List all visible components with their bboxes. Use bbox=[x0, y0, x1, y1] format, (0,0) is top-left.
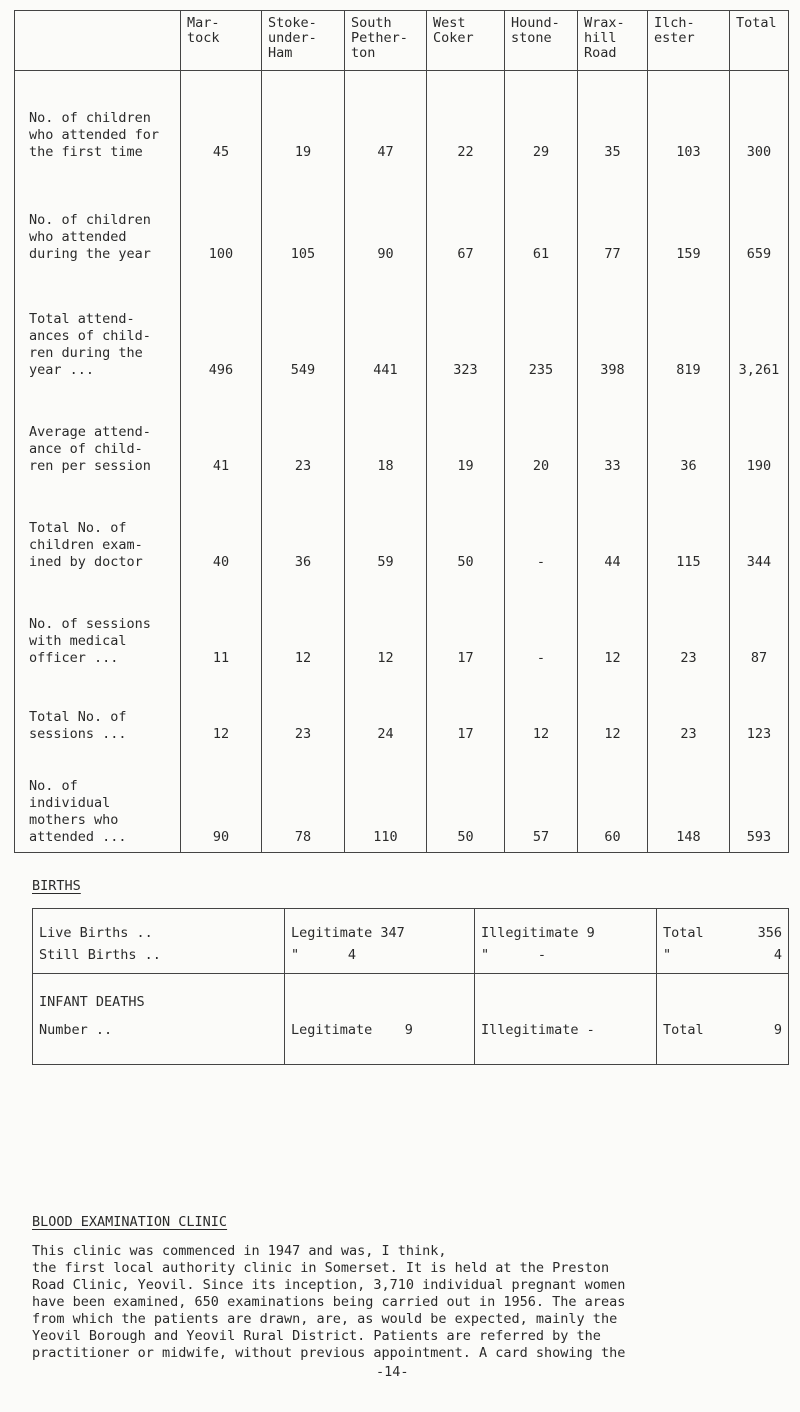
table-row bbox=[15, 577, 789, 673]
table-cell: - bbox=[505, 481, 578, 577]
row-label: No. of individual mothers who attended ... bbox=[15, 749, 181, 853]
table-cell: 17 bbox=[427, 673, 505, 749]
infant-deaths-legitimate: Legitimate 9 bbox=[285, 1022, 475, 1065]
table-cell: 344 bbox=[730, 481, 789, 577]
table-cell: 12 bbox=[505, 673, 578, 749]
table-cell: 35 bbox=[578, 71, 648, 167]
blood-clinic-paragraph: This clinic was commenced in 1947 and was, I think, the first local authority clinic in Somerset. It is held at the Preston Road Clinic, Yeovil. Since its inception, 3,710 individual pregnant women have been examined, 650 examinations being carried out in 1956. The areas from which the patients are drawn, are, as would be expected, mainly the Yeovil Borough and Yeovil Rural District. Patients are referred by the practitioner or midwife, without previous appointment. A card showing the bbox=[32, 1243, 626, 1361]
table-cell: 123 bbox=[730, 673, 789, 749]
table-cell: 23 bbox=[262, 385, 345, 481]
still-births-label: Still Births .. bbox=[33, 947, 285, 974]
table-cell: 36 bbox=[262, 481, 345, 577]
table-row bbox=[15, 673, 789, 749]
table-cell: 20 bbox=[505, 385, 578, 481]
table-cell: 24 bbox=[345, 673, 427, 749]
table-cell: 300 bbox=[730, 71, 789, 167]
table-cell: 29 bbox=[505, 71, 578, 167]
table-row bbox=[33, 1022, 789, 1065]
table-cell: 40 bbox=[181, 481, 262, 577]
table-cell: 19 bbox=[427, 385, 505, 481]
column-header: Mar- tock bbox=[181, 11, 262, 71]
column-header: Ilch- ester bbox=[648, 11, 730, 71]
table-cell: 50 bbox=[427, 481, 505, 577]
row-label: Total No. of children exam- ined by doctor bbox=[15, 481, 181, 577]
table-cell: 23 bbox=[648, 673, 730, 749]
table-cell: 61 bbox=[505, 167, 578, 269]
table-row bbox=[15, 71, 789, 167]
column-header: Hound- stone bbox=[505, 11, 578, 71]
infant-deaths-total-label: Total bbox=[663, 1022, 704, 1038]
infant-deaths-label: INFANT DEATHS bbox=[33, 974, 285, 1023]
table-cell: 159 bbox=[648, 167, 730, 269]
empty-cell bbox=[475, 974, 657, 1023]
still-births-legitimate: " 4 bbox=[285, 947, 475, 974]
live-births-total-cell bbox=[657, 909, 789, 948]
table-row bbox=[33, 909, 789, 948]
table-cell: 23 bbox=[262, 673, 345, 749]
still-births-total-label: " bbox=[663, 947, 672, 963]
table-cell: 57 bbox=[505, 749, 578, 853]
table-cell: 496 bbox=[181, 269, 262, 385]
table-row bbox=[15, 385, 789, 481]
table-row bbox=[15, 167, 789, 269]
table-cell: 22 bbox=[427, 71, 505, 167]
column-header: Wrax- hill Road bbox=[578, 11, 648, 71]
table-cell: 23 bbox=[648, 577, 730, 673]
table-cell: 47 bbox=[345, 71, 427, 167]
table-cell: 60 bbox=[578, 749, 648, 853]
table-cell: 235 bbox=[505, 269, 578, 385]
table-cell: 105 bbox=[262, 167, 345, 269]
births-table bbox=[32, 908, 789, 1065]
live-births-legitimate: Legitimate 347 bbox=[285, 909, 475, 948]
table-cell: 148 bbox=[648, 749, 730, 853]
table-cell: 549 bbox=[262, 269, 345, 385]
table-cell: 110 bbox=[345, 749, 427, 853]
table-cell: 190 bbox=[730, 385, 789, 481]
table-header-row bbox=[15, 11, 789, 71]
blood-clinic-heading: BLOOD EXAMINATION CLINIC bbox=[32, 1214, 228, 1230]
table-cell: 90 bbox=[345, 167, 427, 269]
clinic-attendance-table bbox=[14, 10, 789, 853]
table-cell: 50 bbox=[427, 749, 505, 853]
column-header bbox=[15, 11, 181, 71]
table-cell: 115 bbox=[648, 481, 730, 577]
live-births-total: 356 bbox=[757, 925, 782, 941]
table-cell: 87 bbox=[730, 577, 789, 673]
table-row bbox=[33, 947, 789, 974]
live-births-total-label: Total bbox=[663, 925, 704, 941]
table-cell: 12 bbox=[262, 577, 345, 673]
row-label: No. of children who attended during the year bbox=[15, 167, 181, 269]
table-row bbox=[15, 749, 789, 853]
row-label: No. of sessions with medical officer ... bbox=[15, 577, 181, 673]
table-cell: 659 bbox=[730, 167, 789, 269]
table-cell: 398 bbox=[578, 269, 648, 385]
table-cell: 78 bbox=[262, 749, 345, 853]
live-births-illegitimate: Illegitimate 9 bbox=[475, 909, 657, 948]
row-label: No. of children who attended for the first time bbox=[15, 71, 181, 167]
table-row bbox=[15, 481, 789, 577]
table-cell: 90 bbox=[181, 749, 262, 853]
table-cell: 12 bbox=[345, 577, 427, 673]
table-cell: 17 bbox=[427, 577, 505, 673]
infant-deaths-illegitimate: Illegitimate - bbox=[475, 1022, 657, 1065]
table-cell: 19 bbox=[262, 71, 345, 167]
infant-deaths-total-cell bbox=[657, 1022, 789, 1065]
table-cell: 18 bbox=[345, 385, 427, 481]
table-row bbox=[15, 269, 789, 385]
table-cell: 323 bbox=[427, 269, 505, 385]
table-cell: 67 bbox=[427, 167, 505, 269]
table-cell: 103 bbox=[648, 71, 730, 167]
table-cell: 11 bbox=[181, 577, 262, 673]
table-cell: - bbox=[505, 577, 578, 673]
table-cell: 33 bbox=[578, 385, 648, 481]
row-label: Total attend- ances of child- ren during the year ... bbox=[15, 269, 181, 385]
table-row bbox=[33, 974, 789, 1023]
table-cell: 36 bbox=[648, 385, 730, 481]
table-cell: 441 bbox=[345, 269, 427, 385]
column-header: Stoke- under- Ham bbox=[262, 11, 345, 71]
table-cell: 44 bbox=[578, 481, 648, 577]
column-header: South Pether- ton bbox=[345, 11, 427, 71]
table-cell: 12 bbox=[578, 673, 648, 749]
table-cell: 77 bbox=[578, 167, 648, 269]
still-births-total-cell bbox=[657, 947, 789, 974]
table-cell: 593 bbox=[730, 749, 789, 853]
empty-cell bbox=[285, 974, 475, 1023]
table-cell: 12 bbox=[578, 577, 648, 673]
column-header: West Coker bbox=[427, 11, 505, 71]
row-label: Average attend- ance of child- ren per session bbox=[15, 385, 181, 481]
table-cell: 59 bbox=[345, 481, 427, 577]
infant-deaths-number-label: Number .. bbox=[33, 1022, 285, 1065]
page-number: -14- bbox=[376, 1364, 409, 1380]
births-heading: BIRTHS bbox=[32, 878, 81, 894]
still-births-illegitimate: " - bbox=[475, 947, 657, 974]
column-header: Total bbox=[730, 11, 789, 71]
table-cell: 3,261 bbox=[730, 269, 789, 385]
table-cell: 100 bbox=[181, 167, 262, 269]
table-cell: 819 bbox=[648, 269, 730, 385]
table-cell: 12 bbox=[181, 673, 262, 749]
live-births-label: Live Births .. bbox=[33, 909, 285, 948]
row-label: Total No. of sessions ... bbox=[15, 673, 181, 749]
empty-cell bbox=[657, 974, 789, 1023]
table-cell: 45 bbox=[181, 71, 262, 167]
infant-deaths-total: 9 bbox=[773, 1022, 782, 1038]
table-cell: 41 bbox=[181, 385, 262, 481]
still-births-total: 4 bbox=[773, 947, 782, 963]
